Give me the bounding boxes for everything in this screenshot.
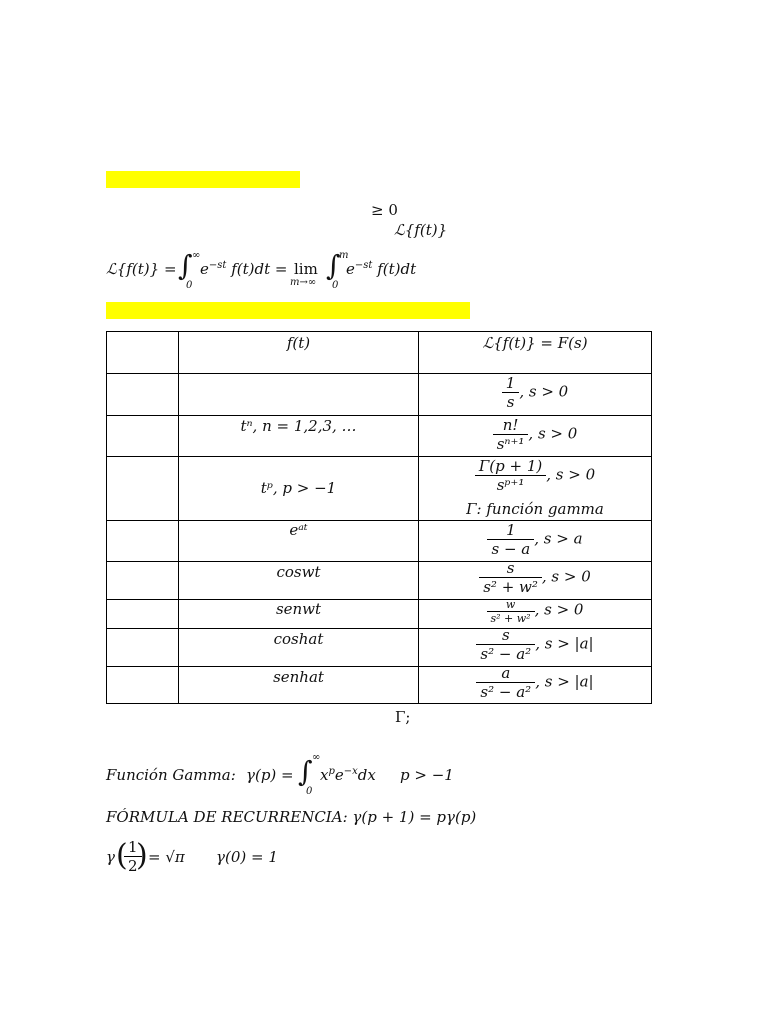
gamma-half-paren: ( bbox=[116, 838, 128, 873]
row-f: coswt bbox=[179, 562, 419, 600]
row-f: tⁿ, n = 1,2,3, … bbox=[179, 416, 419, 457]
row-f: coshat bbox=[179, 629, 419, 667]
gamma-mark: Γ; bbox=[395, 708, 411, 726]
gamma-integral-sign: ∫ bbox=[298, 755, 313, 788]
integral-2-lower: 0 bbox=[332, 280, 339, 291]
table-row bbox=[107, 521, 652, 562]
gamma-definition bbox=[106, 752, 526, 798]
table-header-f: f(t) bbox=[179, 332, 419, 374]
gamma-integrand: $x^pe^{-x}dx$ bbox=[320, 766, 376, 784]
row-F: $\frac{w}{\text{s² + w²}}$ , s > 0 bbox=[419, 600, 652, 629]
row-F: $\frac{n!}{\text{sⁿ⁺¹}}$ , s > 0 bbox=[419, 416, 652, 457]
row-f: senwt bbox=[179, 600, 419, 629]
laplace-definition bbox=[106, 250, 526, 294]
table-header-F: ℒ{f(t)} = F(s) bbox=[419, 332, 652, 374]
table-row bbox=[107, 457, 652, 521]
laplace-table bbox=[106, 331, 652, 704]
table-row bbox=[107, 374, 652, 416]
gamma-zero: γ(0) = 1 bbox=[216, 848, 278, 866]
definition-lhs: ℒ{f(t)} = bbox=[106, 260, 177, 278]
integral-1-upper: ∞ bbox=[192, 250, 201, 261]
gamma-half-rhs: = √π bbox=[148, 848, 185, 866]
intro-condition: ≥ 0 bbox=[371, 201, 398, 219]
gamma-integral-upper: ∞ bbox=[312, 752, 321, 763]
table-row bbox=[107, 416, 652, 457]
row-F: $\frac{1}{s - a}$ , s > a bbox=[419, 521, 652, 562]
integral-sign-1: ∫ bbox=[178, 249, 193, 282]
table-row bbox=[107, 667, 652, 704]
table-row bbox=[107, 562, 652, 600]
row-F: $\frac{a}{\text{s² − a²}}$ , s > |a| bbox=[419, 667, 652, 704]
gamma-lhs: γ(p) = bbox=[246, 766, 294, 784]
integral-sign-2: ∫ bbox=[326, 249, 341, 282]
row-f: eᵃᵗ bbox=[179, 521, 419, 562]
gamma-half-paren-close: ) bbox=[136, 838, 148, 873]
recurrence-formula: FÓRMULA DE RECURRENCIA: γ(p + 1) = pγ(p) bbox=[106, 808, 477, 826]
intro-notation: ℒ{f(t)} bbox=[394, 221, 448, 239]
gamma-label: Función Gamma: bbox=[106, 766, 236, 784]
row-f bbox=[179, 374, 419, 416]
row-f: tᵖ, p > −1 bbox=[179, 457, 419, 521]
gamma-half-fraction: $\frac{1}{2}$ bbox=[124, 838, 142, 875]
row-F: $\frac{s}{\text{s² − a²}}$ , s > |a| bbox=[419, 629, 652, 667]
highlight-bar-heading-1 bbox=[106, 171, 300, 188]
table-row bbox=[107, 600, 652, 629]
gamma-integral-lower: 0 bbox=[306, 786, 313, 797]
integral-1-lower: 0 bbox=[186, 280, 193, 291]
limit-subscript: m→∞ bbox=[290, 277, 317, 288]
integrand-1: $e^{-st}$ f(t)dt = bbox=[200, 260, 288, 278]
table-header-empty bbox=[107, 332, 179, 374]
row-f: senhat bbox=[179, 667, 419, 704]
limit-text: lim bbox=[294, 260, 318, 278]
integrand-2: $e^{-st}$ f(t)dt bbox=[346, 260, 417, 278]
gamma-half-lhs: γ bbox=[106, 848, 115, 866]
gamma-condition: p > −1 bbox=[400, 766, 454, 784]
row-F: $\frac{\Gamma(p + 1)}{\text{sᵖ⁺¹}}$ , s > 0 Γ: función gamma bbox=[419, 457, 652, 521]
gamma-function-note: Γ: función gamma bbox=[466, 500, 604, 518]
integral-2-upper: m bbox=[339, 250, 349, 261]
row-F: $\frac{s}{\text{s² + w²}}$ , s > 0 bbox=[419, 562, 652, 600]
gamma-special-values bbox=[106, 836, 366, 878]
row-F: $\frac{1}{s}$ , s > 0 bbox=[419, 374, 652, 416]
table-row bbox=[107, 629, 652, 667]
highlight-bar-heading-2 bbox=[106, 302, 470, 319]
table-header-row bbox=[107, 332, 652, 374]
